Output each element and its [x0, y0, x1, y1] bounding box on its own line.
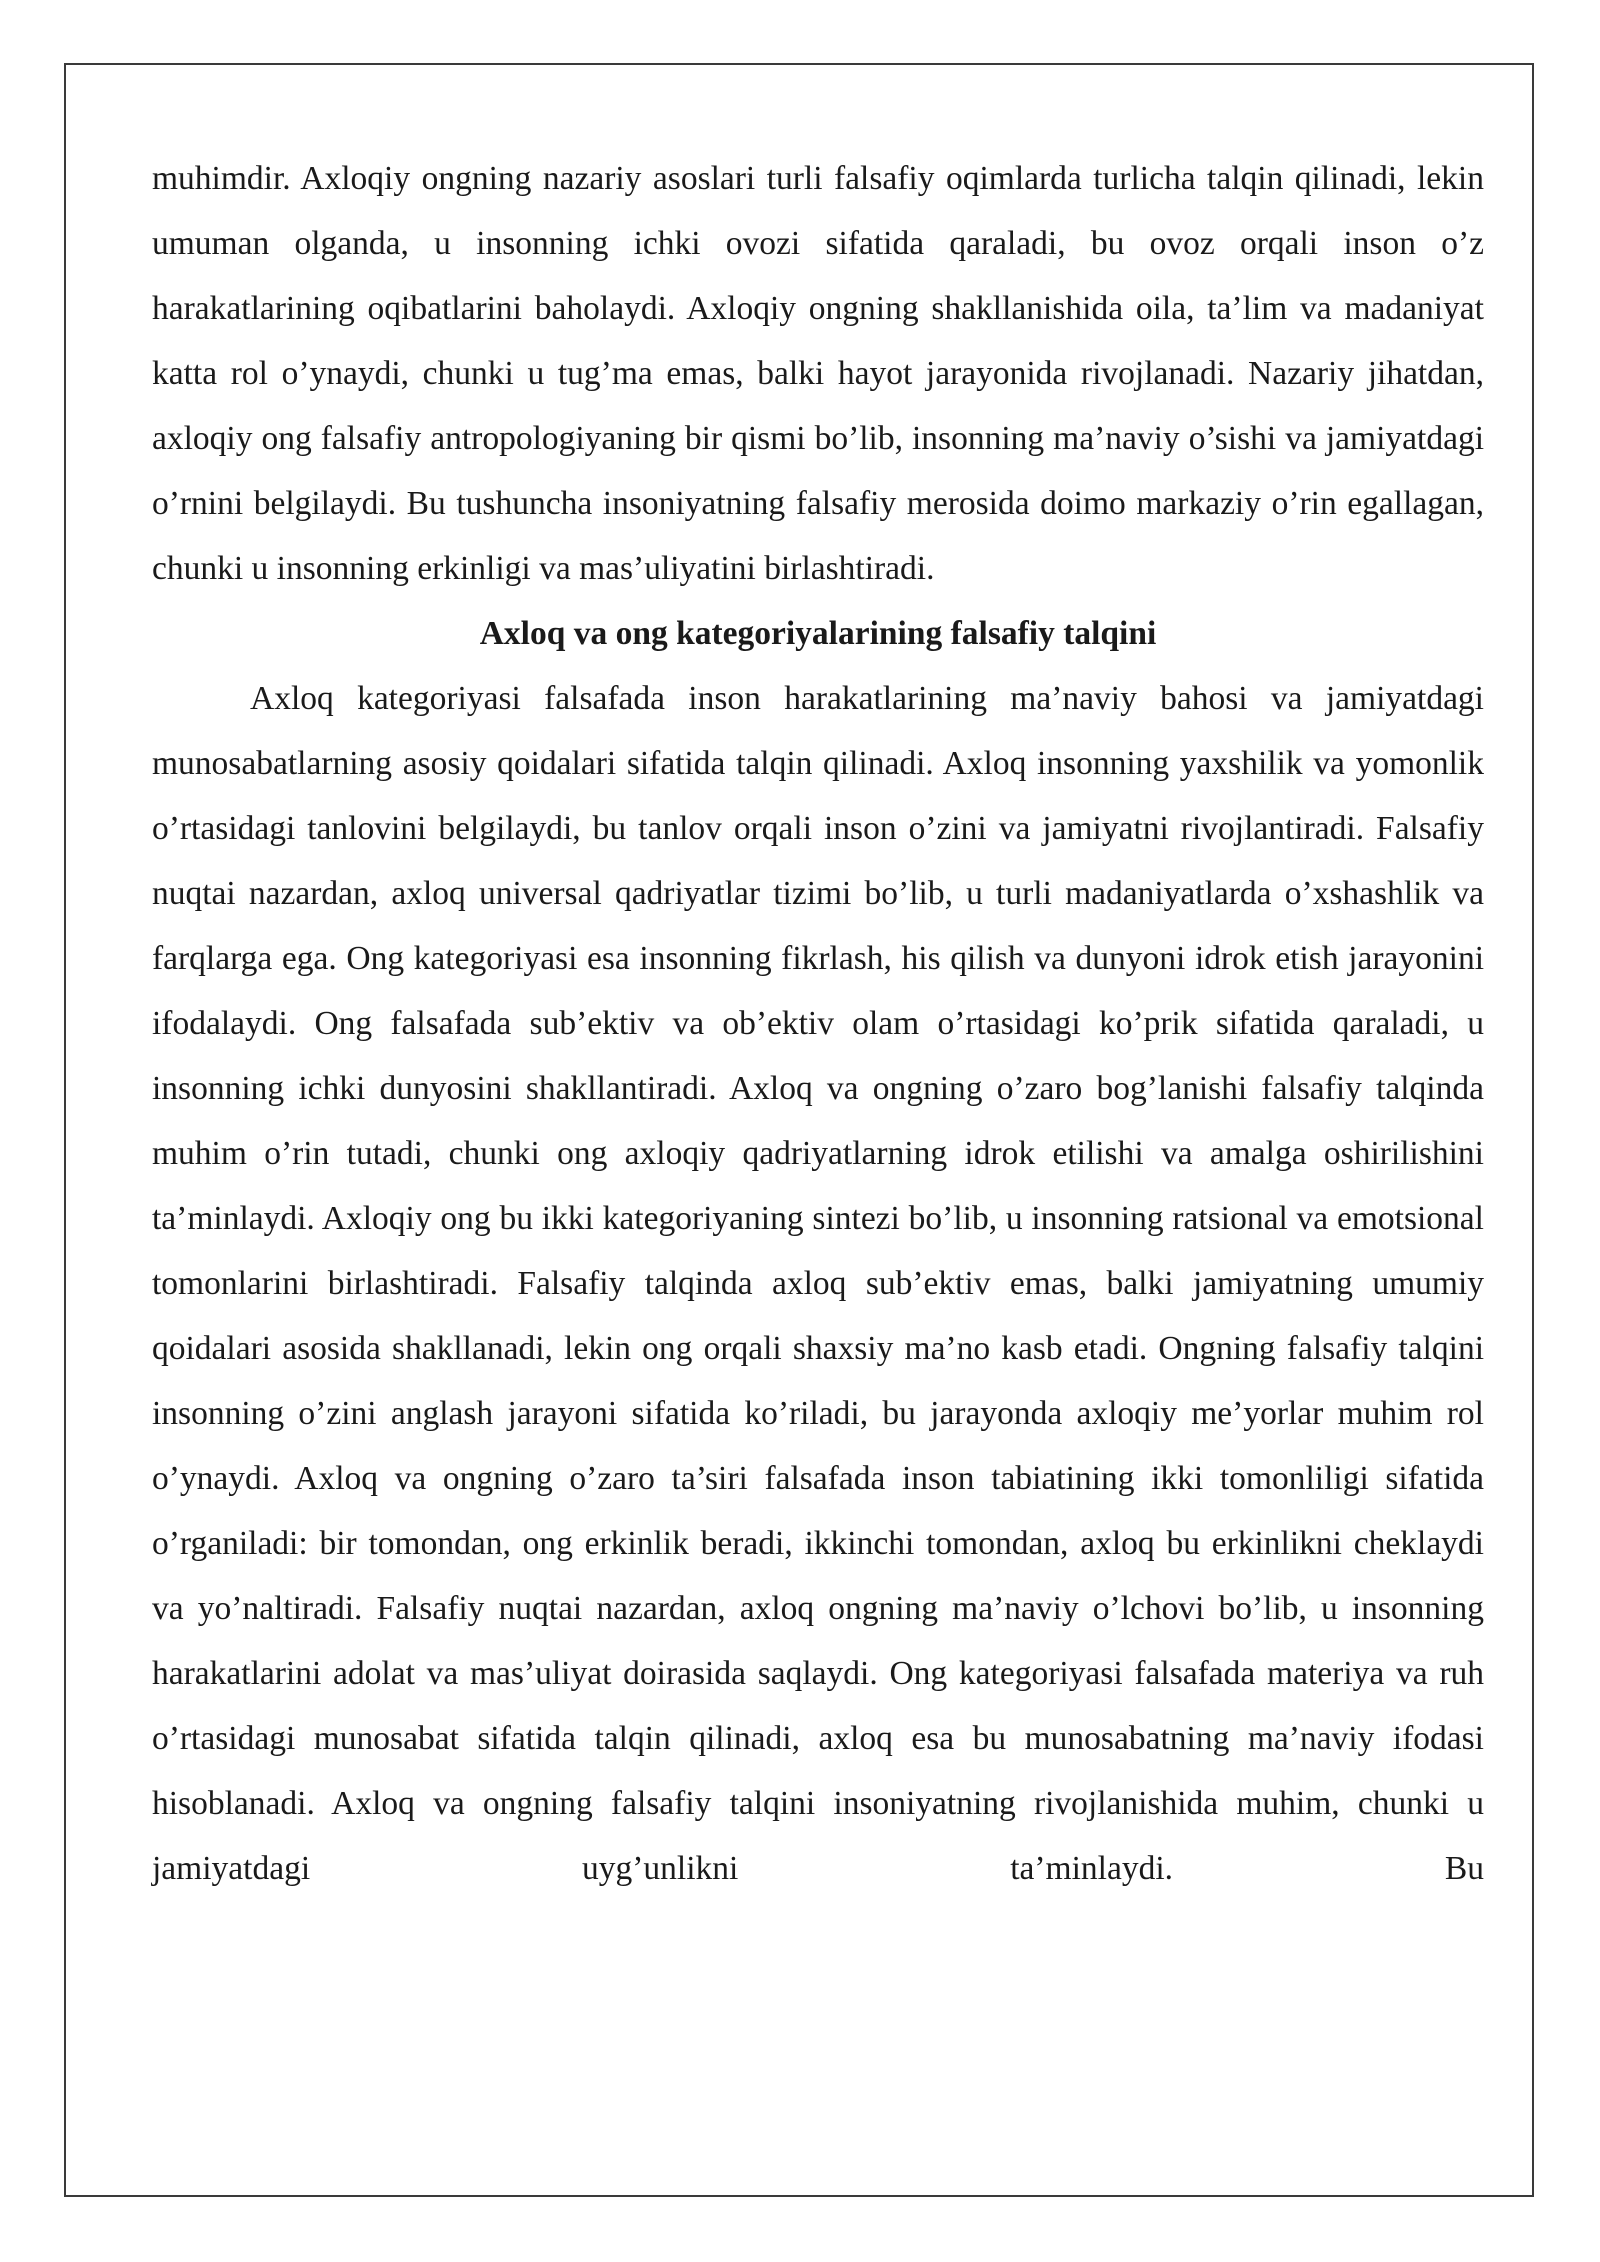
section-paragraph: Axloq kategoriyasi falsafada inson harakatlarining ma’naviy bahosi va jamiyatdagi munosabatlarning asosiy qoidalari sifatida talqin qilinadi. Axloq insonning yaxshilik va yomonlik o’rtasidagi tanlovini belgilaydi, bu tanlov orqali inson o’zini va jamiyatni rivojlantiradi. Falsafiy nuqtai nazardan, axloq universal qadriyatlar tizimi bo’lib, u turli madaniyatlarda o’xshashlik va farqlarga ega. Ong kategoriyasi esa insonning fikrlash, his qilish va dunyoni idrok etish jarayonini ifodalaydi. Ong falsafada sub’ektiv va ob’ektiv olam o’rtasidagi ko’prik sifatida qaraladi, u insonning ichki dunyosini shakllantiradi. Axloq va ongning o’zaro bog’lanishi falsafiy talqinda muhim o’rin tutadi, chunki ong axloqiy qadriyatlarning idrok etilishi va amalga oshirilishini ta’minlaydi. Axloqiy ong bu ikki kategoriyaning sintezi bo’lib, u insonning ratsional va emotsional tomonlarini birlashtiradi. Falsafiy talqinda axloq sub’ektiv emas, balki jamiyatning umumiy qoidalari asosida shakllanadi, lekin ong orqali shaxsiy ma’no kasb etadi. Ongning falsafiy talqini insonning o’zini anglash jarayoni sifatida ko’riladi, bu jarayonda axloqiy me’yorlar muhim rol o’ynaydi. Axloq va ongning o’zaro ta’siri falsafada inson tabiatining ikki tomonliligi sifatida o’rganiladi: bir tomondan, ong erkinlik beradi, ikkinchi tomondan, axloq bu erkinlikni cheklaydi va yo’naltiradi. Falsafiy nuqtai nazardan, axloq ongning ma’naviy o’lchovi bo’lib, u insonning harakatlarini adolat va mas’uliyat doirasida saqlaydi. Ong kategoriyasi falsafada materiya va ruh o’rtasidagi munosabat sifatida talqin qilinadi, axloq esa bu munosabatning ma’naviy ifodasi hisoblanadi. Axloq va ongning falsafiy talqini insoniyatning rivojlanishida muhim, chunki u jamiyatdagi uyg’unlikni ta’minlaydi. Bu: [152, 680, 1484, 1887]
paragraph-continued: muhimdir. Axloqiy ongning nazariy asoslari turli falsafiy oqimlarda turlicha talqin qilinadi, lekin umuman olganda, u insonning ichki ovozi sifatida qaraladi, bu ovoz orqali inson o’z harakatlarining oqibatlarini baholaydi. Axloqiy ongning shakllanishida oila, ta’lim va madaniyat katta rol o’ynaydi, chunki u tug’ma emas, balki hayot jarayonida rivojlanadi. Nazariy jihatdan, axloqiy ong falsafiy antropologiyaning bir qismi bo’lib, insonning ma’naviy o’sishi va jamiyatdagi o’rnini belgilaydi. Bu tushuncha insoniyatning falsafiy merosida doimo markaziy o’rin egallagan, chunki u insonning erkinligi va mas’uliyatini birlashtiradi.: [152, 160, 1484, 587]
document-body: [152, 146, 1484, 1901]
section-heading: Axloq va ong kategoriyalarining falsafiy talqini: [479, 615, 1157, 652]
